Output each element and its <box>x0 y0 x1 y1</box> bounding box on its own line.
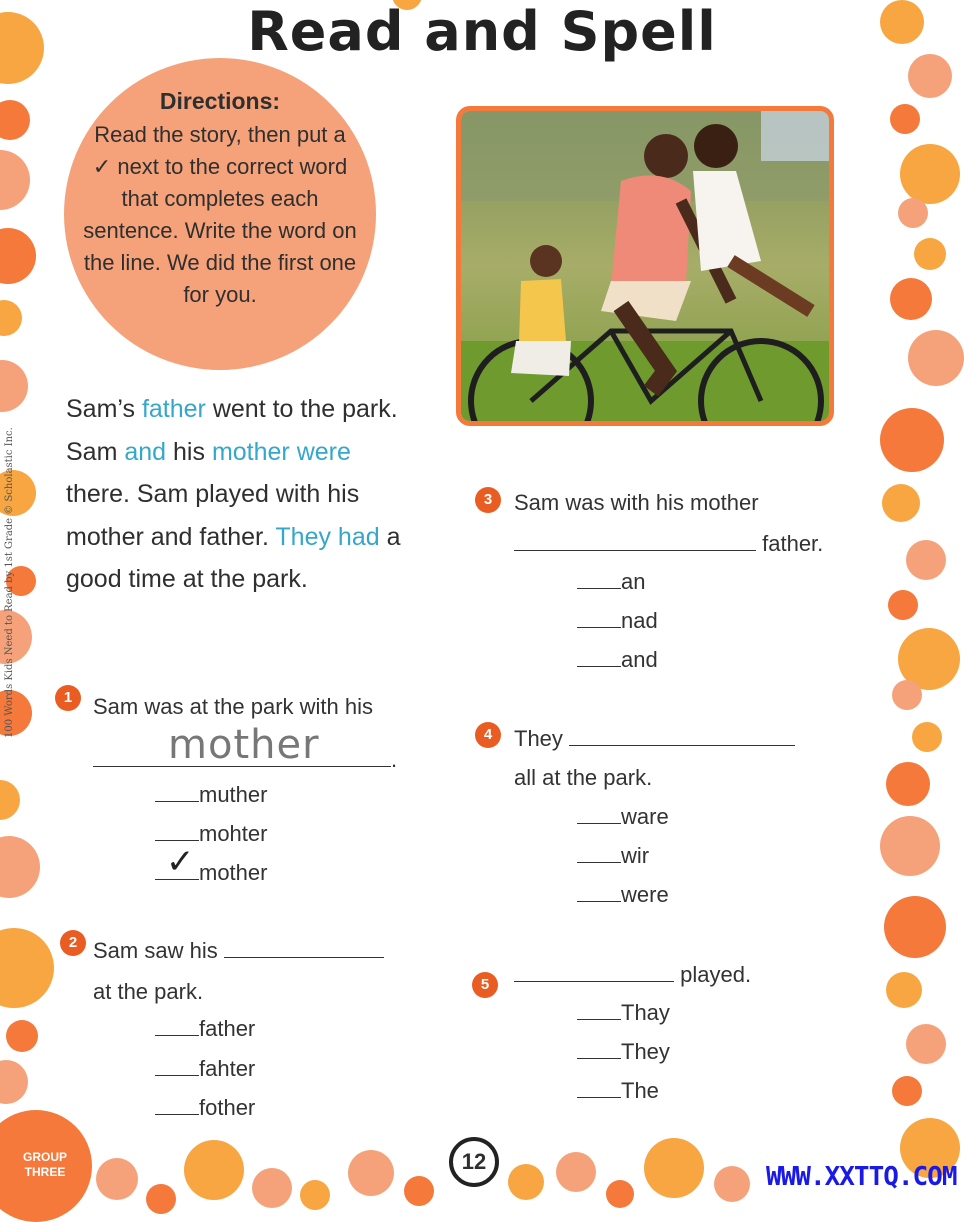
question-number-1: 1 <box>55 685 81 711</box>
directions-circle <box>64 58 376 370</box>
question-3-line-row: father. <box>514 530 823 557</box>
question-2-text-after: at the park. <box>93 979 204 1004</box>
question-2-line[interactable] <box>224 943 384 958</box>
question-4-line[interactable] <box>569 727 795 746</box>
question-1-answer: mother <box>168 722 320 768</box>
question-1-option-3[interactable]: mother <box>155 860 267 886</box>
question-2-option-1[interactable]: father <box>155 1016 255 1042</box>
question-2-option-2[interactable]: fahter <box>155 1056 255 1082</box>
question-3-option-2[interactable]: nad <box>577 608 658 634</box>
question-number-4: 4 <box>475 722 501 748</box>
story-line-1: Sam’s father went to the park. <box>66 395 398 423</box>
directions-text: Read the story, then put a ✓ next to the correct word that completes each sentence. Write the word on the line. We did the first one for you. <box>83 122 357 307</box>
question-3-line[interactable] <box>514 530 756 551</box>
question-5-line[interactable] <box>514 963 674 982</box>
group-badge: GROUP THREE <box>0 1110 92 1222</box>
story-line-2: Sam and his mother were <box>66 437 351 466</box>
question-number-3: 3 <box>475 487 501 513</box>
question-5-option-2[interactable]: They <box>577 1039 670 1065</box>
question-4-option-1[interactable]: ware <box>577 804 669 830</box>
question-2-option-3[interactable]: fother <box>155 1095 255 1121</box>
story-line-5: good time at the park. <box>66 565 308 593</box>
question-2-text: Sam saw his <box>93 938 384 964</box>
question-number-2: 2 <box>60 930 86 956</box>
question-3-option-3[interactable]: and <box>577 647 658 673</box>
story-line-4: mother and father. They had a <box>66 522 401 551</box>
story-line-3: there. Sam played with his <box>66 480 360 508</box>
directions-heading: Directions: <box>159 88 281 114</box>
question-4-option-2[interactable]: wir <box>577 843 649 869</box>
question-1-line[interactable]: . <box>93 746 397 773</box>
question-1-option-1[interactable]: muther <box>155 782 267 808</box>
check-icon: ✓ <box>166 842 195 882</box>
photo-illustration <box>461 111 829 421</box>
check-icon: ✓ <box>92 154 112 179</box>
question-4-text: They <box>514 726 795 752</box>
question-1-option-2[interactable]: mohter <box>155 821 267 847</box>
page-number: 12 <box>449 1137 499 1187</box>
page-title: Read and Spell <box>247 0 717 63</box>
question-3-text: Sam was with his mother <box>514 490 759 515</box>
question-5-option-3[interactable]: The <box>577 1078 659 1104</box>
question-5-text: played. <box>514 962 751 988</box>
question-5-option-1[interactable]: Thay <box>577 1000 670 1026</box>
family-bike-photo <box>456 106 834 426</box>
question-4-option-3[interactable]: were <box>577 882 669 908</box>
watermark: WWW.XXTTQ.COM <box>766 1162 957 1192</box>
question-4-text-after: all at the park. <box>514 765 653 790</box>
question-number-5: 5 <box>472 972 498 998</box>
question-1-text: Sam was at the park with his <box>93 694 374 719</box>
question-3-option-1[interactable]: an <box>577 569 645 595</box>
story-text <box>66 388 456 601</box>
side-credit: 100 Words Kids Need to Read by 1st Grade © Scholastic Inc. <box>4 427 15 738</box>
